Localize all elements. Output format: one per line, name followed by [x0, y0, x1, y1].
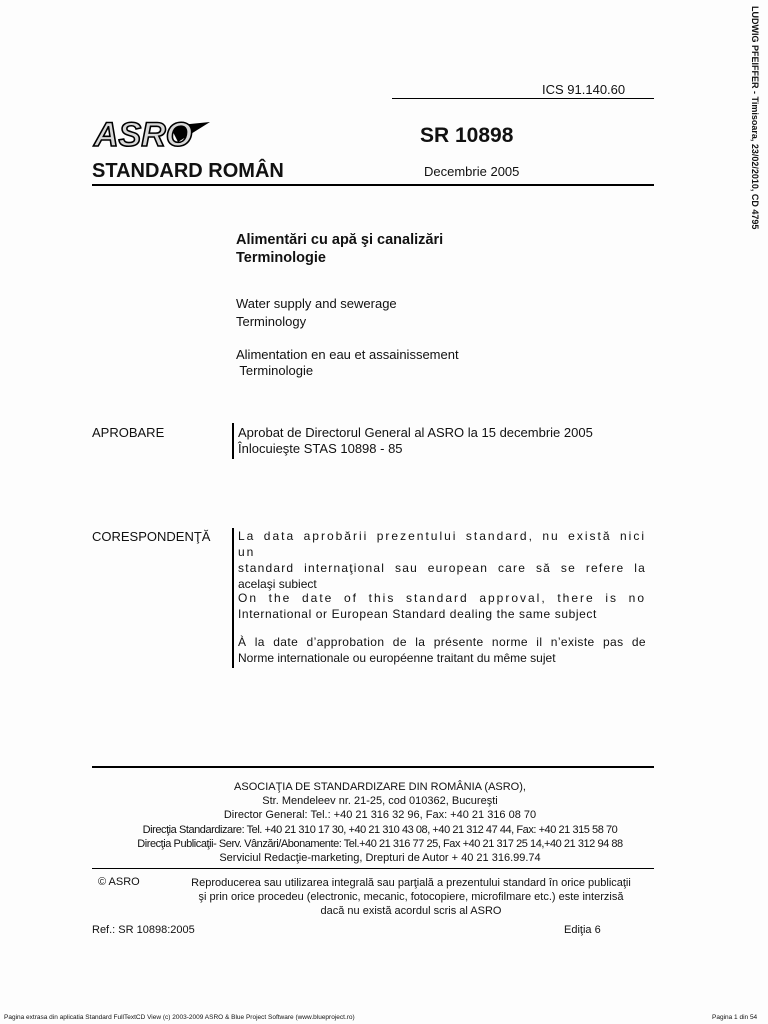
- contact-line4: Direcţia Standardizare: Tel. +40 21 310 17 30, +40 21 310 43 08, +40 21 312 47 44, Fax: +40 21 315 58 70: [142, 823, 618, 836]
- aprobare-line1: Aprobat de Directorul General al ASRO la 15 decembrie 2005: [238, 425, 593, 440]
- copyright-line1: Reproducerea sau utilizarea integrală sau parţială a prezentului standard în orice publicaţii: [191, 877, 631, 889]
- corespondenta-en-line1: On the date of this standard approval, there is no: [238, 591, 646, 605]
- contact-line1: ASOCIAŢIA DE STANDARDIZARE DIN ROMÂNIA (ASRO),: [234, 781, 526, 793]
- logo-wordmark: ASRO: [94, 116, 193, 154]
- corespondenta-ro-line1: La data aprobării prezentului standard, nu există nici un: [238, 529, 646, 559]
- contact-line3: Director General: Tel.: +40 21 316 32 96, Fax: +40 21 316 08 70: [223, 809, 537, 822]
- contact-line6: Serviciul Redacţie-marketing, Drepturi de Autor + 40 21 316.99.74: [219, 852, 541, 865]
- corespondenta-ro-line3: acelaşi subiect: [238, 577, 317, 591]
- corespondenta-bar: [232, 528, 234, 668]
- side-watermark-note: LUDWIG PFEIFFER - Timisoara, 23/02/2010, CD 4795: [750, 6, 760, 230]
- aprobare-label: APROBARE: [92, 425, 165, 440]
- standard-number: SR 10898: [420, 124, 514, 147]
- footer-top-divider: [92, 766, 654, 768]
- top-divider: [392, 98, 654, 99]
- title-ro-line1: Alimentări cu apă şi canalizări: [236, 232, 444, 248]
- corespondenta-fr: [238, 634, 646, 666]
- title-en-line1: Water supply and sewerage: [236, 296, 397, 311]
- copyright-label: © ASRO: [98, 876, 140, 888]
- page-indicator: Pagina 1 din 54: [712, 1014, 758, 1021]
- corespondenta-fr-line2: Norme internationale ou européenne traitant du même sujet: [238, 651, 556, 665]
- title-fr-line1: Alimentation en eau et assainissement: [236, 347, 459, 362]
- reference-code: Ref.: SR 10898:2005: [92, 924, 195, 936]
- title-fr-line2: Terminologie: [236, 363, 314, 378]
- contact-line5: Direcţia Publicaţii- Serv. Vânzări/Abonamente: Tel.+40 21 316 77 25, Fax +40 21 317 25 14,+40 21 312 94 88: [137, 837, 623, 850]
- corespondenta-ro: [238, 528, 646, 592]
- edition-number: Ediţia 6: [564, 924, 601, 936]
- standard-roman-heading: STANDARD ROMÂN: [92, 160, 284, 182]
- corespondenta-fr-line1: À la date d’approbation de la présente norme il n’existe pas de: [238, 635, 646, 649]
- contact-line2: Str. Mendeleev nr. 21-25, cod 010362, Bucureşti: [262, 795, 498, 808]
- title-ro-line2: Terminologie: [236, 250, 326, 266]
- aprobare-bar: [232, 423, 234, 459]
- copyright-line3: dacă nu există acordul scris al ASRO: [320, 905, 502, 918]
- copyright-line2: şi prin orice procedeu (electronic, mecanic, fotocopiere, microfilmare etc.) este interzisă: [198, 891, 624, 904]
- corespondenta-en-line2: International or European Standard dealing the same subject: [238, 607, 597, 621]
- publication-date: Decembrie 2005: [424, 164, 520, 179]
- corespondenta-en: [238, 590, 646, 622]
- ics-code: ICS 91.140.60: [542, 82, 626, 97]
- copyright-notice: [166, 876, 656, 919]
- corespondenta-label: CORESPONDENŢĂ: [92, 529, 211, 544]
- viewer-source-note: Pagina extrasa din aplicatia Standard FullTextCD View (c) 2003-2009 ASRO & Blue Project Software (www.blueproject.ro): [4, 1014, 355, 1021]
- title-en-line2: Terminology: [236, 314, 307, 329]
- footer-mid-divider: [92, 868, 654, 869]
- header-divider: [92, 184, 654, 186]
- corespondenta-ro-line2: standard internaţional sau european care să se refere la: [238, 561, 646, 575]
- asro-contact-block: [60, 780, 700, 865]
- aprobare-line2: Înlocuieşte STAS 10898 - 85: [238, 441, 403, 456]
- asro-logo: [92, 112, 212, 158]
